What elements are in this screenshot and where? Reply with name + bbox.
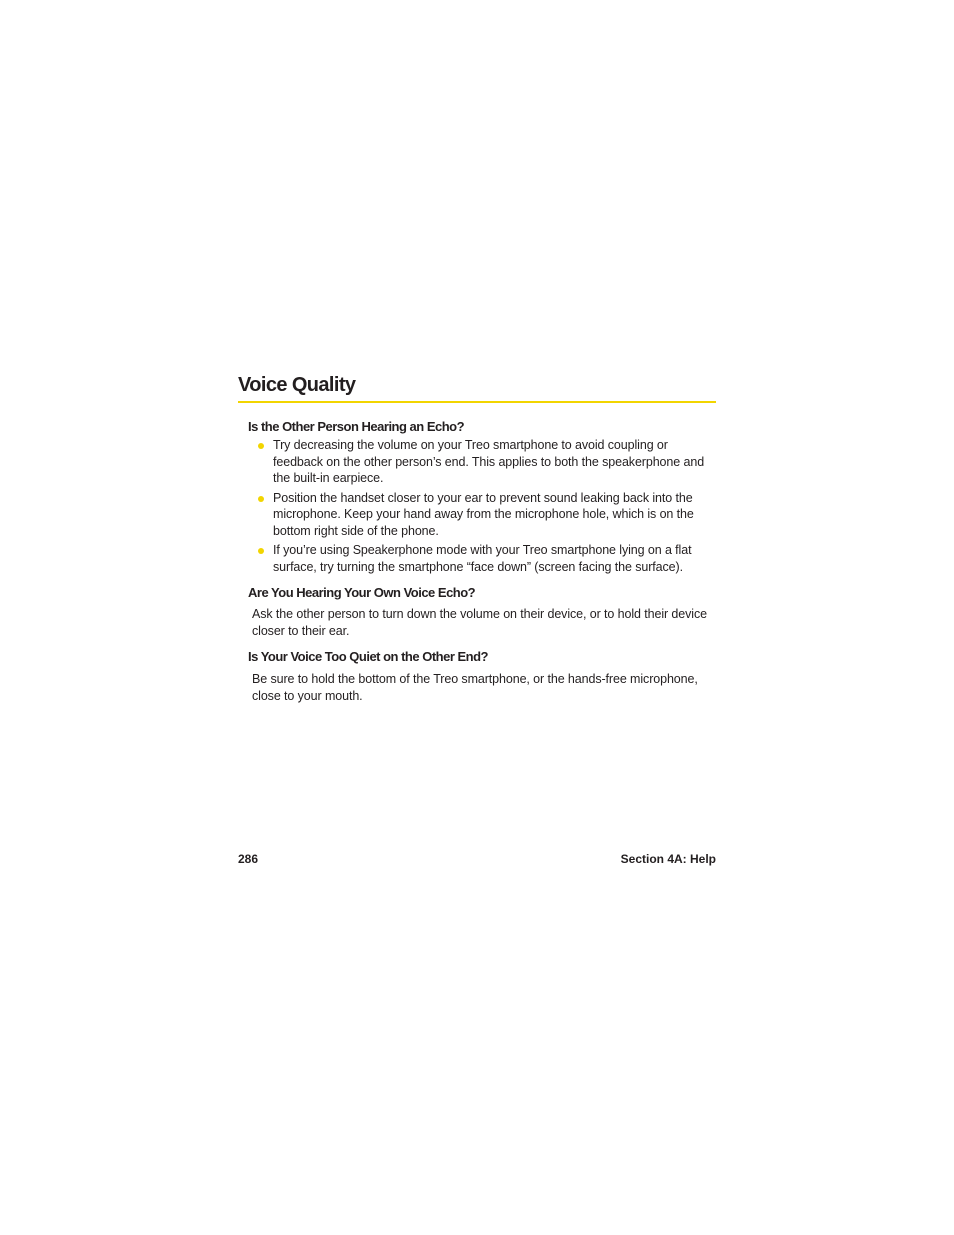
- bullet-icon: [258, 548, 264, 554]
- bullet-icon: [258, 496, 264, 502]
- page-number: 286: [238, 852, 259, 866]
- list-item: [258, 490, 718, 540]
- list-item-text: Position the handset closer to your ear to prevent sound leaking back into the microphone. Keep your hand away from the microphone hole, which is on the bottom right side of the phone.: [273, 490, 694, 538]
- section-label: Section 4A: Help: [620, 852, 716, 866]
- list-item-text: If you’re using Speakerphone mode with your Treo smartphone lying on a flat surface, try turning the smartphone “face down” (screen facing the surface).: [273, 543, 692, 574]
- section-heading-echo: Is the Other Person Hearing an Echo?: [248, 419, 465, 434]
- list-item: [258, 542, 718, 575]
- echo-tips-list: [258, 437, 718, 578]
- title-underline: [238, 401, 716, 403]
- list-item: [258, 437, 718, 487]
- document-page: [238, 0, 716, 1235]
- own-echo-paragraph: Ask the other person to turn down the volume on their device, or to hold their device closer to their ear.: [252, 607, 707, 638]
- list-item-text: Try decreasing the volume on your Treo smartphone to avoid coupling or feedback on the other person’s end. This applies to both the speakerphone and the built-in earpiece.: [273, 438, 705, 485]
- too-quiet-paragraph: Be sure to hold the bottom of the Treo smartphone, or the hands-free microphone, close to your mouth.: [252, 672, 698, 703]
- bullet-icon: [258, 443, 264, 449]
- section-heading-own-echo: Are You Hearing Your Own Voice Echo?: [248, 585, 476, 600]
- section-heading-too-quiet: Is Your Voice Too Quiet on the Other End?: [248, 649, 488, 664]
- page-title: Voice Quality: [238, 374, 356, 396]
